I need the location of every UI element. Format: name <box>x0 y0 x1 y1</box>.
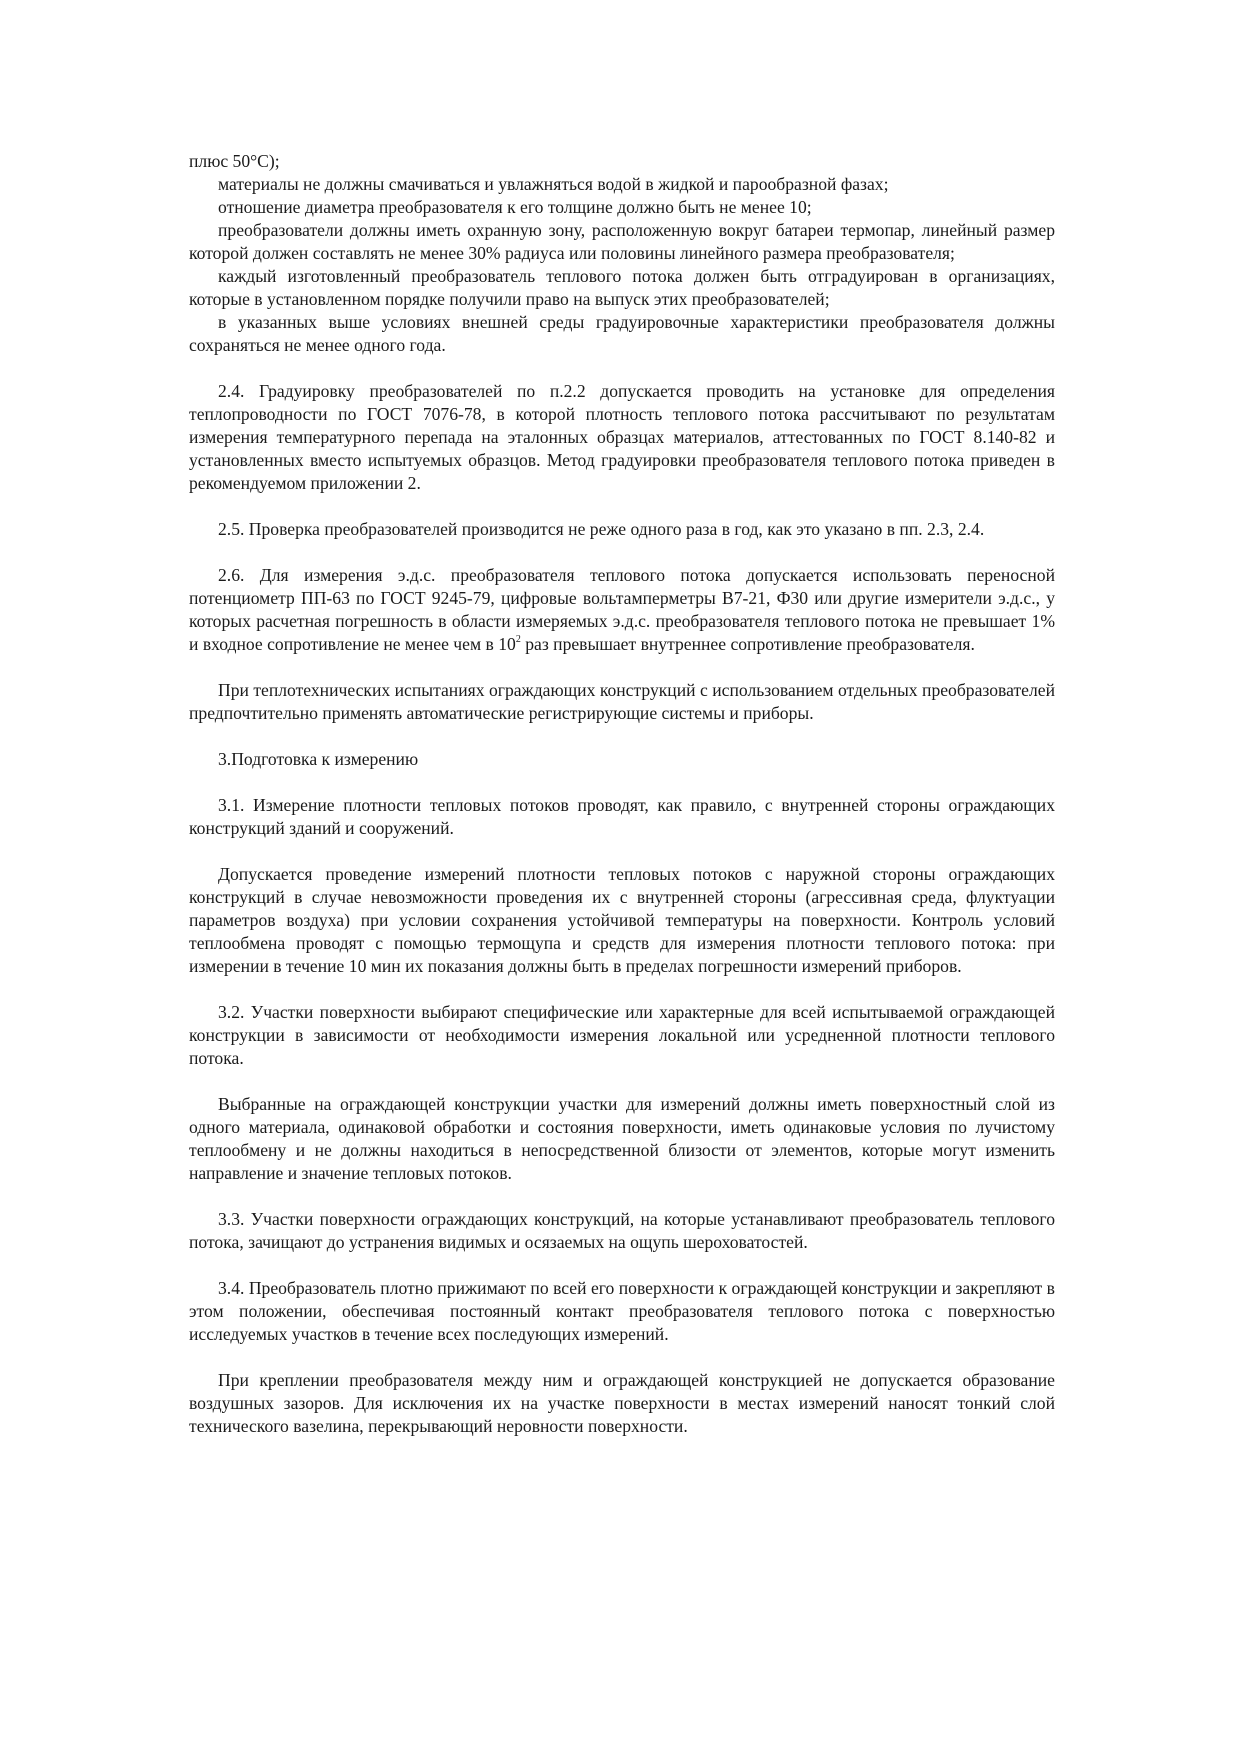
paragraph-spacer <box>189 541 1055 564</box>
paragraph-text: преобразователи должны иметь охранную зону, расположенную вокруг батареи термопар, линейный размер которой должен составлять не менее 30% радиуса или половины линейного размера преобразователя; <box>189 220 1055 263</box>
paragraph <box>189 1001 1055 1070</box>
paragraph-spacer <box>189 1254 1055 1277</box>
paragraph <box>189 196 1055 219</box>
paragraph-text: отношение диаметра преобразователя к его толщине должно быть не менее 10; <box>218 197 812 217</box>
paragraph-text: плюс 50°С); <box>189 151 280 171</box>
paragraph <box>189 679 1055 725</box>
paragraph <box>189 564 1055 656</box>
paragraph-text: Допускается проведение измерений плотности тепловых потоков с наружной стороны ограждающих конструкций в случае невозможности проведения их с внутренней стороны (агрессивная среда, флуктуации параметров воздуха) при условии сохранения устойчивой температуры на поверхности. Контроль условий теплообмена проводят с помощью термощупа и средств для измерения плотности теплового потока: при измерении в течение 10 мин их показания должны быть в пределах погрешности измерений приборов. <box>189 864 1055 976</box>
paragraph <box>189 1277 1055 1346</box>
paragraph <box>189 265 1055 311</box>
paragraph <box>189 1093 1055 1185</box>
paragraph <box>189 173 1055 196</box>
paragraph-text: 3.2. Участки поверхности выбирают специфические или характерные для всей испытываемой ограждающей конструкции в зависимости от необходимости измерения локальной или усредненной плотности теплового потока. <box>189 1002 1055 1068</box>
paragraph-spacer <box>189 978 1055 1001</box>
paragraph <box>189 1369 1055 1438</box>
paragraph-text: 3.4. Преобразователь плотно прижимают по всей его поверхности к ограждающей конструкции и закрепляют в этом положении, обеспечивая постоянный контакт преобразователя теплового потока с поверхностью исследуемых участков в течение всех последующих измерений. <box>189 1278 1055 1344</box>
paragraph-text: 2.4. Градуировку преобразователей по п.2.2 допускается проводить на установке для определения теплопроводности по ГОСТ 7076-78, в которой плотность теплового потока рассчитывают по результатам измерения температурного перепада на эталонных образцах материалов, аттестованных по ГОСТ 8.140-82 и установленных вместо испытуемых образцов. Метод градуировки преобразователя теплового потока приведен в рекомендуемом приложении 2. <box>189 381 1055 493</box>
paragraph-spacer <box>189 725 1055 748</box>
paragraph-spacer <box>189 357 1055 380</box>
paragraph <box>189 219 1055 265</box>
paragraph-text: 3.1. Измерение плотности тепловых потоков проводят, как правило, с внутренней стороны ограждающих конструкций зданий и сооружений. <box>189 795 1055 838</box>
paragraph-text: При креплении преобразователя между ним и ограждающей конструкцией не допускается образование воздушных зазоров. Для исключения их на участке поверхности в местах измерений наносят тонкий слой технического вазелина, перекрывающий неровности поверхности. <box>189 1370 1055 1436</box>
paragraph <box>189 794 1055 840</box>
paragraph-spacer <box>189 771 1055 794</box>
paragraph <box>189 380 1055 495</box>
superscript-exponent: 2 <box>515 634 521 645</box>
paragraph <box>189 863 1055 978</box>
paragraph-spacer <box>189 1346 1055 1369</box>
paragraph <box>189 311 1055 357</box>
paragraph-text: каждый изготовленный преобразователь теплового потока должен быть отградуирован в организациях, которые в установленном порядке получили право на выпуск этих преобразователей; <box>189 266 1055 309</box>
paragraph-text: 2.5. Проверка преобразователей производится не реже одного раза в год, как это указано в пп. 2.3, 2.4. <box>218 519 985 539</box>
document-page <box>189 150 1055 1438</box>
paragraph <box>189 518 1055 541</box>
paragraph <box>189 1208 1055 1254</box>
paragraph-text: материалы не должны смачиваться и увлажняться водой в жидкой и парообразной фазах; <box>218 174 889 194</box>
paragraph-text: 3.3. Участки поверхности ограждающих конструкций, на которые устанавливают преобразователь теплового потока, зачищают до устранения видимых и осязаемых на ощупь шероховатостей. <box>189 1209 1055 1252</box>
paragraph-spacer <box>189 840 1055 863</box>
paragraph-text: Выбранные на ограждающей конструкции участки для измерений должны иметь поверхностный слой из одного материала, одинаковой обработки и состояния поверхности, иметь одинаковые условия по лучистому теплообмену и не должны находиться в непосредственной близости от элементов, которые могут изменить направление и значение тепловых потоков. <box>189 1094 1055 1183</box>
paragraph-spacer <box>189 1185 1055 1208</box>
paragraph-spacer <box>189 1070 1055 1093</box>
paragraph <box>189 748 1055 771</box>
paragraph-text: в указанных выше условиях внешней среды градуировочные характеристики преобразователя должны сохраняться не менее одного года. <box>189 312 1055 355</box>
paragraph-text: 3.Подготовка к измерению <box>218 749 419 769</box>
paragraph-text: 2.6. Для измерения э.д.с. преобразователя теплового потока допускается использовать переносной потенциометр ПП-63 по ГОСТ 9245-79, цифровые вольтамперметры В7-21, Ф30 или другие измерители э.д.с., у которых расчетная погрешность в области измеряемых э.д.с. преобразователя теплового потока не превышает 1% и входное сопротивление не менее чем в 10 <box>189 565 1055 654</box>
paragraph-spacer <box>189 495 1055 518</box>
paragraph-spacer <box>189 656 1055 679</box>
paragraph-text: При теплотехнических испытаниях ограждающих конструкций с использованием отдельных преобразователей предпочтительно применять автоматические регистрирующие системы и приборы. <box>189 680 1055 723</box>
paragraph-text-tail: раз превышает внутреннее сопротивление преобразователя. <box>520 634 975 654</box>
paragraph <box>189 150 1055 173</box>
